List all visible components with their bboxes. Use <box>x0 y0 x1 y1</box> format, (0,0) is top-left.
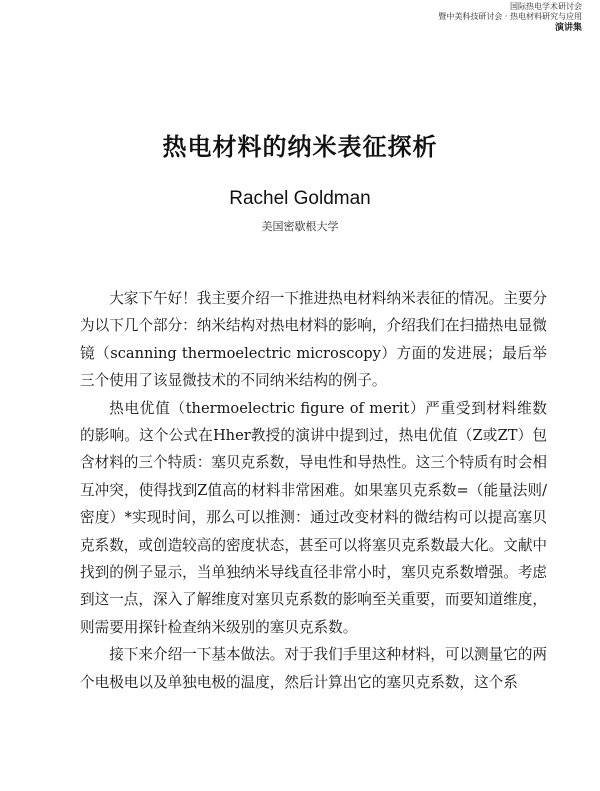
header-label: 演讲集 <box>554 23 582 33</box>
header-line-1: 国际热电学术研讨会 <box>510 2 582 11</box>
author-affiliation: 美国密歇根大学 <box>261 220 339 233</box>
body-text <box>80 285 547 696</box>
running-header <box>362 2 582 33</box>
header-line-2: 暨中美科技研讨会 · 热电材料研究与应用 <box>438 12 582 21</box>
author-name: Rachel Goldman <box>229 188 371 209</box>
page-title: 热电材料的纳米表征探析 <box>162 133 438 161</box>
paragraph: 热电优值（thermoelectric figure of merit）严重受到材料维数的影响。这个公式在Hher教授的演讲中提到过，热电优值（Z或ZT）包含材料的三个特质：塞贝克系数，导电性和导热性。这三个特质有时会相互冲突，使得找到Z值高的材料非常困难。如果塞贝克系数=（能量法则/密度）*实现时间，那么可以推测：通过改变材料的微结构可以提高塞贝克系数，或创造较高的密度状态，甚至可以将塞贝克系数最大化。文献中找到的例子显示，当单独纳米导线直径非常小时，塞贝克系数增强。考虑到这一点，深入了解维度对塞贝克系数的影响至关重要，而要知道维度，则需要用探针检查纳米级别的塞贝克系数。 <box>80 399 548 636</box>
paragraph: 大家下午好！我主要介绍一下推进热电材料纳米表征的情况。主要分为以下几个部分：纳米结构对热电材料的影响，介绍我们在扫描热电显微镜（scanning thermoelectric microscopy）方面的发进展；最后举三个使用了该显微技术的不同纳米结构的例子。 <box>80 290 548 390</box>
paragraph: 接下来介绍一下基本做法。对于我们手里这种材料，可以测量它的两个电极电以及单独电极的温度，然后计算出它的塞贝克系数，这个系 <box>80 646 548 691</box>
